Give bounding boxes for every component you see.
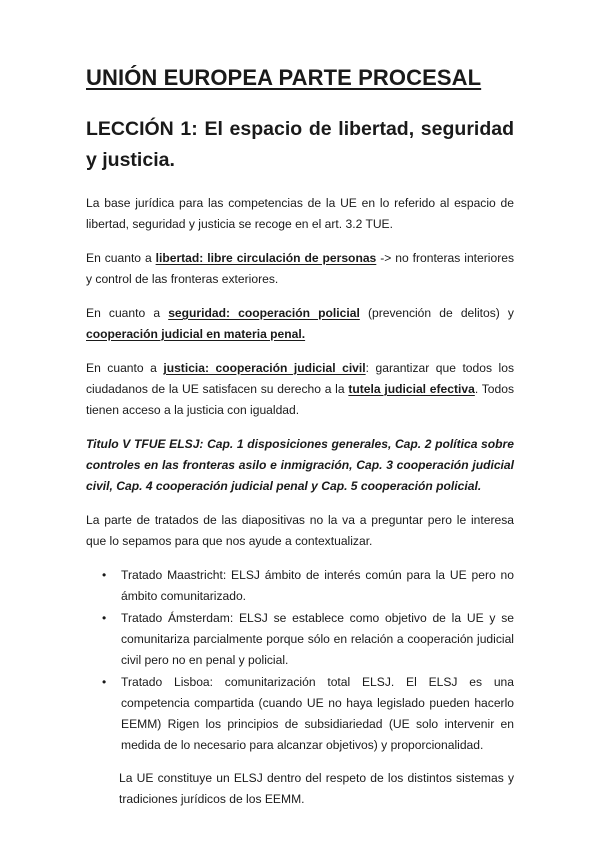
- term-libertad: libertad: libre circulación de personas: [155, 251, 377, 265]
- list-item-text: Tratado Ámsterdam: ELSJ se establece como objetivo de la UE y se comunitariza parcialmente porque sólo en relación a cooperación judicial civil pero no en penal y policial.: [121, 611, 514, 667]
- paragraph-text: (prevención de delitos) y: [359, 306, 514, 320]
- bullet-icon: •: [102, 568, 107, 582]
- bullet-icon: •: [102, 611, 107, 625]
- paragraph-base-juridica: La base jurídica para las competencias de la UE en lo referido al espacio de libertad, seguridad y justicia se recoge en el art. 3.2 TUE.: [86, 196, 514, 231]
- paragraph-seguridad: [86, 303, 514, 345]
- paragraph-text: . Todos tienen acceso a la justicia con igualdad.: [86, 382, 514, 417]
- paragraph-conclusion: La UE constituye un ELSJ dentro del respeto de los distintos sistemas y tradiciones jurídicos de los EEMM.: [119, 771, 514, 806]
- paragraph-justicia: [86, 358, 514, 421]
- list-item: [102, 672, 514, 756]
- list-item-text: Tratado Maastricht: ELSJ ámbito de interés común para la UE pero no ámbito comunitarizado.: [121, 568, 514, 603]
- paragraph-titulo-v: Titulo V TFUE ELSJ: Cap. 1 disposiciones generales, Cap. 2 política sobre controles en las fronteras asilo e inmigración, Cap. 3 cooperación judicial civil, Cap. 4 cooperación judicial penal y Cap. 5 cooperación policial.: [86, 437, 514, 493]
- lesson-heading: LECCIÓN 1: El espacio de libertad, seguridad y justicia.: [86, 118, 514, 171]
- paragraph-text: : garantizar que todos los ciudadanos de la UE satisfacen su derecho a la: [86, 361, 514, 396]
- term-cooperacion-judicial-penal: cooperación judicial en materia penal.: [86, 327, 306, 341]
- page-title: UNIÓN EUROPEA PARTE PROCESAL: [86, 65, 482, 90]
- bullet-icon: •: [102, 675, 107, 689]
- treaties-list: [86, 565, 514, 756]
- paragraph-tratados: La parte de tratados de las diapositivas no la va a preguntar pero le interesa que lo sepamos para que nos ayude a contextualizar.: [86, 513, 514, 548]
- paragraph-text: En cuanto a: [86, 251, 156, 265]
- term-seguridad: seguridad: cooperación policial: [168, 306, 360, 320]
- paragraph-text: -> no fronteras interiores y control de las fronteras exteriores.: [86, 251, 514, 286]
- list-item-text: Tratado Lisboa: comunitarización total ELSJ. El ELSJ es una competencia compartida (cuando UE no haya legislado pueden hacerlo EEMM) Rigen los principios de subsidiariedad (UE solo intervenir en medida de lo necesario para alcanzar objetivos) y proporcionalidad.: [121, 675, 514, 752]
- paragraph-text: En cuanto a: [86, 306, 169, 320]
- term-tutela-judicial: tutela judicial efectiva: [348, 382, 475, 396]
- paragraph-text: En cuanto a: [86, 361, 164, 375]
- list-item: [102, 608, 514, 671]
- term-justicia: justicia: cooperación judicial civil: [163, 361, 366, 375]
- list-item: [102, 565, 514, 607]
- paragraph-libertad: [86, 248, 514, 290]
